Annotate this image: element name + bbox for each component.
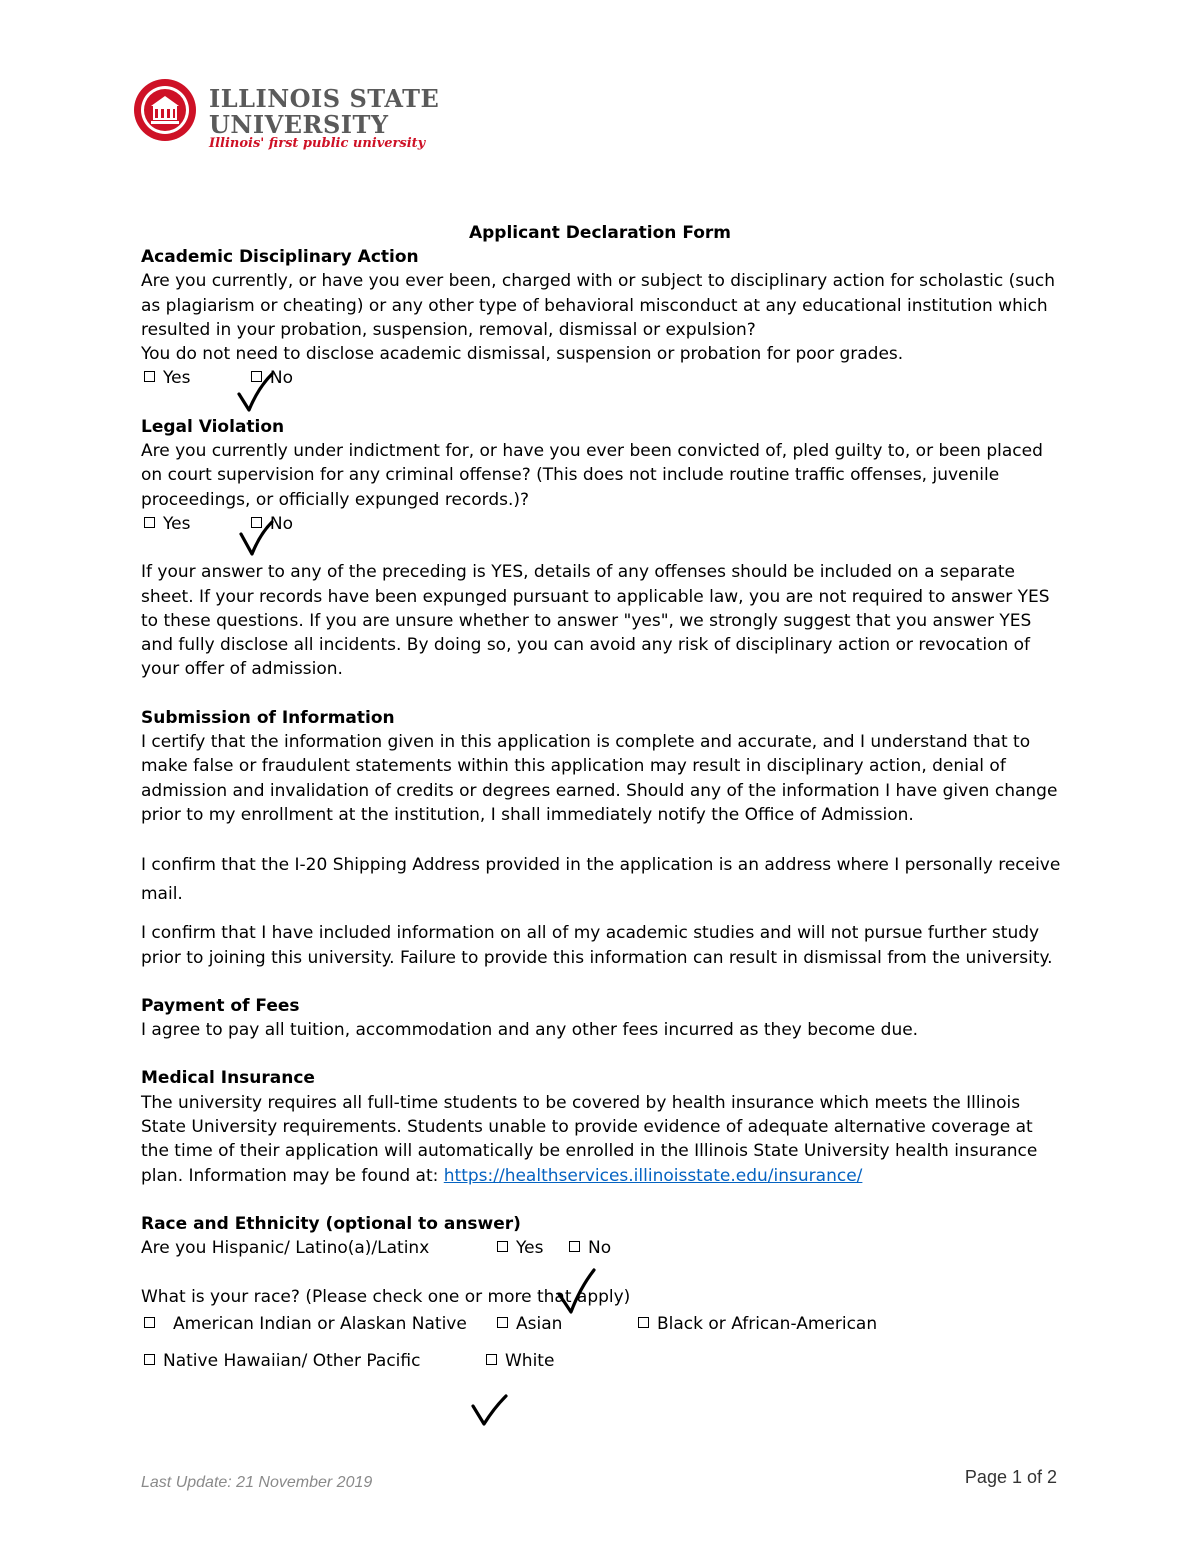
- legal-heading: Legal Violation: [141, 416, 285, 437]
- checkbox-icon: [638, 1317, 649, 1328]
- checkbox-icon: [251, 517, 262, 528]
- form-title: Applicant Declaration Form: [468, 223, 732, 243]
- submission-para-1: I certify that the information given in this application is complete and accurate, and I understand that to make false or fraudulent statements within this application may result in disciplinary action, denial of admission and invalidation of credits or degrees earned. Should any of the information I have given change prior to my enrollment at the institution, I shall immediately notify the Office of Admission.: [141, 732, 1058, 825]
- checkbox-icon: [144, 1354, 155, 1365]
- checkbox-icon: [144, 517, 155, 528]
- legal-yes-option[interactable]: Yes: [144, 512, 190, 536]
- page-number: Page 1 of 2: [964, 1467, 1057, 1487]
- race-option-native-hawaiian[interactable]: Native Hawaiian/ Other Pacific: [144, 1349, 420, 1373]
- fees-heading: Payment of Fees: [141, 995, 300, 1016]
- logo-line-1: ILLINOIS STATE: [209, 84, 440, 113]
- insurance-paragraph: [141, 1091, 1061, 1188]
- academic-yes-option[interactable]: Yes: [144, 366, 190, 390]
- hispanic-row: [141, 1236, 1061, 1260]
- submission-heading: Submission of Information: [141, 707, 395, 728]
- checkbox-icon: [497, 1241, 508, 1252]
- checkbox-icon: [569, 1241, 580, 1252]
- fees-text: I agree to pay all tuition, accommodation and any other fees incurred as they become due.: [141, 1020, 919, 1041]
- checkbox-icon: [144, 1317, 155, 1328]
- hispanic-no-option[interactable]: No: [569, 1236, 611, 1260]
- race-options-row-2: [141, 1339, 1061, 1371]
- last-update: Last Update: 21 November 2019: [141, 1474, 373, 1491]
- checkbox-icon: [251, 371, 262, 382]
- submission-para-2: I confirm that the I-20 Shipping Address provided in the application is an address where I personally receive mail.: [141, 855, 1061, 905]
- checkbox-icon: [144, 371, 155, 382]
- form-body: [141, 245, 1061, 1371]
- disclosure-note: If your answer to any of the preceding is YES, details of any offenses should be included on a separate sheet. If your records have been expunged pursuant to applicable law, you are not required to answer YES to these questions. If you are unsure whether to answer "yes", we strongly suggest that you answer YES and fully disclose all incidents. By doing so, you can avoid any risk of disciplinary action or revocation of your offer of admission.: [141, 562, 1050, 680]
- race-option-asian[interactable]: Asian: [497, 1312, 562, 1336]
- checkbox-icon: [486, 1354, 497, 1365]
- submission-para-3: I confirm that I have included information on all of my academic studies and will not pursue further study prior to joining this university. Failure to provide this information can result in dismissal from the university.: [141, 923, 1053, 968]
- race-option-american-indian[interactable]: American Indian or Alaskan Native: [144, 1312, 467, 1336]
- insurance-heading: Medical Insurance: [141, 1068, 315, 1089]
- academic-question: Are you currently, or have you ever been, charged with or subject to disciplinary action for scholastic (such as plagiarism or cheating) or any other type of behavioral misconduct at any educational institution which resulted in your probation, suspension, removal, dismissal or expulsion?: [141, 271, 1056, 340]
- academic-answer-row: [141, 366, 1061, 390]
- race-options-row-1: [141, 1309, 1061, 1339]
- logo-tagline: Illinois' first public university: [209, 136, 426, 151]
- insurance-link[interactable]: https://healthservices.illinoisstate.edu/insurance/: [443, 1165, 863, 1186]
- academic-note: You do not need to disclose academic dismissal, suspension or probation for poor grades.: [141, 344, 904, 365]
- legal-no-option[interactable]: No: [251, 512, 293, 536]
- academic-no-option[interactable]: No: [251, 366, 293, 390]
- legal-answer-row: [141, 512, 1061, 536]
- race-question: What is your race? (Please check one or more that apply): [141, 1286, 631, 1307]
- race-option-white[interactable]: White: [486, 1349, 554, 1373]
- university-logo: [133, 78, 440, 158]
- legal-question: Are you currently under indictment for, or have you ever been convicted of, pled guilty to, or been placed on court supervision for any criminal offense? (This does not include routine traffic offenses, juvenile proceedings, or officially expunged records.)?: [141, 441, 1043, 510]
- race-heading: Race and Ethnicity (optional to answer): [141, 1213, 521, 1234]
- university-seal-icon: [133, 78, 197, 142]
- race-option-black[interactable]: Black or African-American: [638, 1312, 877, 1336]
- hispanic-question: Are you Hispanic/ Latino(a)/Latinx: [141, 1238, 430, 1259]
- insurance-text: The university requires all full-time students to be covered by health insurance which meets the Illinois State University requirements. Students unable to provide evidence of adequate alternative coverage at the time of their application will automatically be enrolled in the Illinois State University health insurance plan. Information may be found at:: [141, 1092, 1038, 1186]
- checkbox-icon: [497, 1317, 508, 1328]
- handwritten-check-icon: [470, 1394, 514, 1430]
- academic-heading: Academic Disciplinary Action: [141, 247, 419, 267]
- hispanic-yes-option[interactable]: Yes: [497, 1236, 543, 1260]
- logo-line-2: UNIVERSITY: [209, 110, 389, 139]
